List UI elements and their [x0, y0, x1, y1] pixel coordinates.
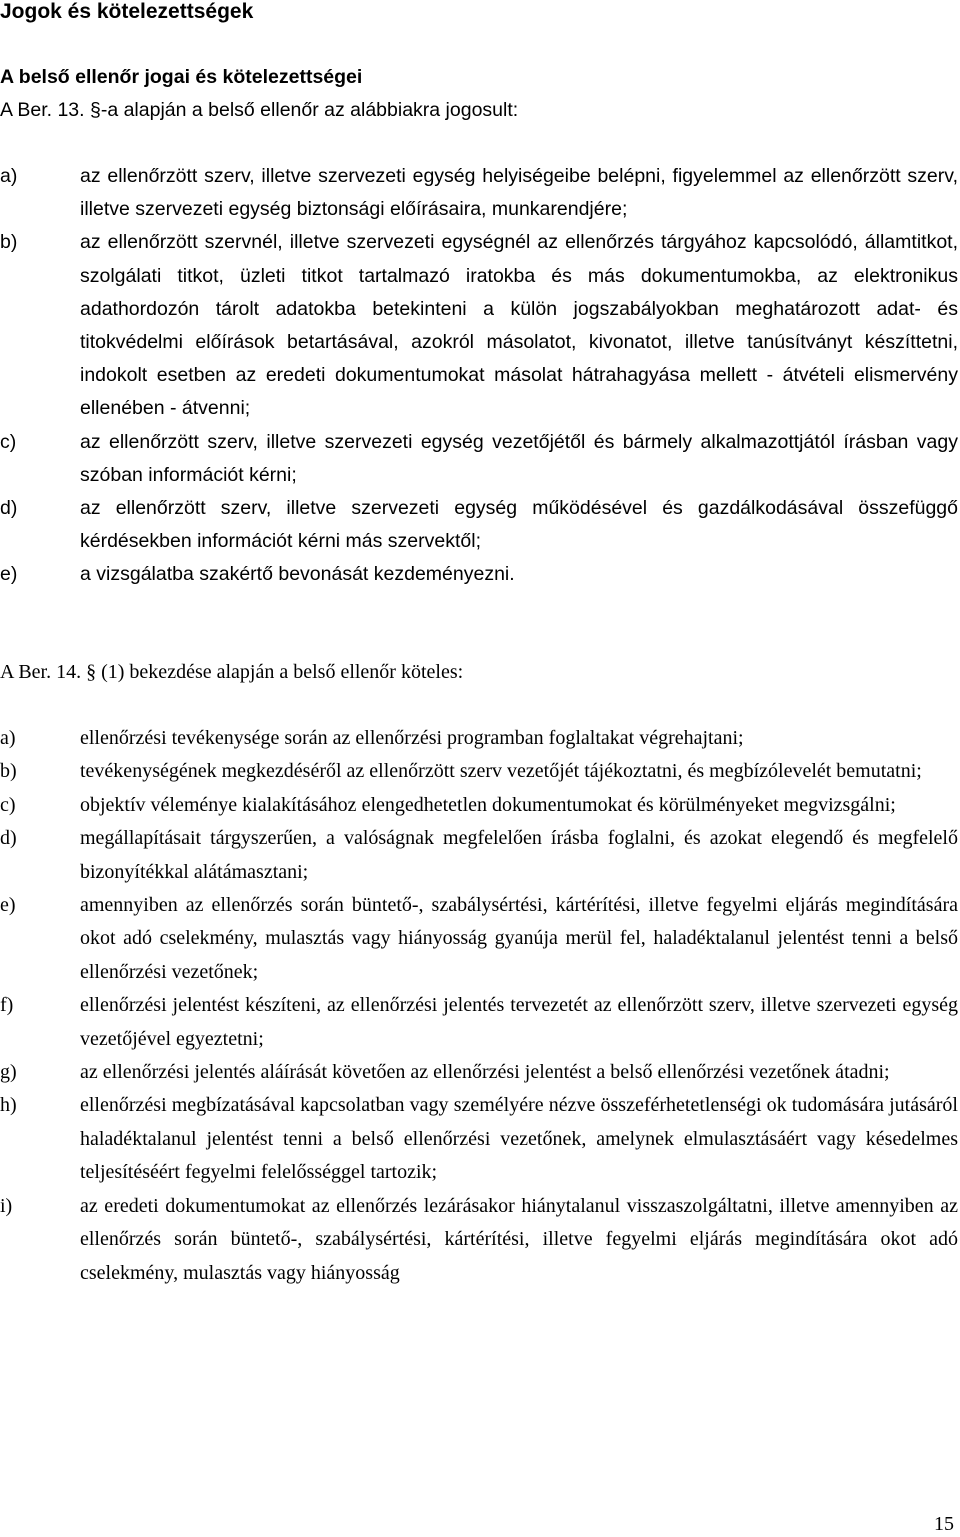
list-item-text: az ellenőrzött szerv, illetve szervezeti egység működésével és gazdálkodásával összefüggő kérdésekben információt kérni más szervektől;: [80, 497, 958, 553]
list-item-marker: b): [0, 231, 18, 254]
list-item-marker: g): [0, 1061, 17, 1084]
page-heading: Jogok és kötelezettségek: [0, 0, 254, 23]
list-item-text: ellenőrzési megbízatásával kapcsolatban vagy személyére nézve összeférhetetlenségi ok tudomására jutásáról haladéktalanul jelentést tenni a belső ellenőrzési vezetőnek, amelynek elmulasztásáért vagy késedelmes teljesítéséért fegyelmi felelősséggel tartozik;: [80, 1094, 958, 1184]
page-number: 15: [934, 1513, 954, 1535]
list-item: [0, 226, 958, 425]
list-item: [0, 492, 958, 558]
list-item-marker: b): [0, 760, 17, 783]
section-subheading: A belső ellenőr jogai és kötelezettségei: [0, 66, 363, 88]
list-item: [0, 1056, 958, 1089]
list-item-text: ellenőrzési tevékenysége során az ellenőrzési programban foglaltakat végrehajtani;: [80, 727, 744, 749]
list-item-text: amennyiben az ellenőrzés során büntető-, szabálysértési, kártérítési, illetve fegyelmi eljárás megindítására okot adó cselekmény, mulasztás vagy hiányosság gyanúja merül fel, haladéktalanul jelentést tenni a belső ellenőrzési vezetőnek;: [80, 894, 958, 983]
list-item-marker: a): [0, 165, 18, 187]
list-item-marker: f): [0, 994, 14, 1017]
section1-intro: A Ber. 13. §-a alapján a belső ellenőr az alábbiakra jogosult:: [0, 99, 519, 121]
list-item-text: megállapításait tárgyszerűen, a valóságnak megfelelően írásba foglalni, és azokat elegendő és megfelelő bizonyítékkal alátámasztani;: [80, 827, 958, 883]
list-item-text: az ellenőrzési jelentés aláírását követően az ellenőrzési jelentést a belső ellenőrzési vezetőnek átadni;: [80, 1061, 890, 1084]
list-item: [0, 889, 958, 989]
section1-list: [0, 160, 958, 592]
list-item-marker: h): [0, 1094, 17, 1117]
list-item-text: ellenőrzési jelentést készíteni, az ellenőrzési jelentés tervezetét az ellenőrzött szerv, illetve szervezeti egység vezetőjével egyeztetni;: [80, 994, 958, 1050]
list-item: [0, 789, 958, 822]
list-item-marker: d): [0, 497, 18, 520]
list-item-text: a vizsgálatba szakértő bevonását kezdeményezni.: [80, 563, 515, 586]
list-item: [0, 160, 958, 226]
list-item: [0, 755, 958, 788]
list-item: [0, 426, 958, 492]
list-item-text: objektív véleménye kialakításához elengedhetetlen dokumentumokat és körülményeket megvizsgálni;: [80, 793, 896, 816]
section2-list: [0, 722, 958, 1290]
list-item: [0, 558, 958, 591]
list-item-text: tevékenységének megkezdéséről az ellenőrzött szerv vezetőjét tájékoztatni, és megbízólevelét bemutatni;: [80, 760, 922, 783]
list-item-text: az ellenőrzött szervnél, illetve szervezeti egységnél az ellenőrzés tárgyához kapcsolódó, államtitkot, szolgálati titkot, üzleti titkot tartalmazó iratokba és más dokumentumokba, az elektronikus adathordozón tárolt adatokba betekinteni a külön jogszabályokban meghatározott adat- és titokvédelmi előírások betartásával, azokról másolatot, kivonatot, illetve tanúsítványt készíttetni, indokolt esetben az eredeti dokumentumokat másolat hátrahagyása mellett - átvételi elismervény ellenében - átvenni;: [80, 231, 958, 420]
list-item-marker: d): [0, 827, 17, 850]
list-item-marker: c): [0, 793, 16, 816]
list-item-text: az eredeti dokumentumokat az ellenőrzés lezárásakor hiánytalanul visszaszolgáltatni, illetve amennyiben az ellenőrzés során büntető-, szabálysértési, kártérítési, illetve fegyelmi eljárás megindítására okot adó cselekmény, mulasztás vagy hiányosság: [80, 1194, 958, 1284]
list-item: [0, 822, 958, 889]
list-item: [0, 1190, 958, 1290]
list-item-marker: a): [0, 727, 16, 749]
section2-intro: A Ber. 14. § (1) bekezdése alapján a belső ellenőr köteles:: [0, 661, 464, 683]
list-item-marker: i): [0, 1194, 13, 1217]
list-item-text: az ellenőrzött szerv, illetve szervezeti egység vezetőjétől és bármely alkalmazottjától írásban vagy szóban információt kérni;: [80, 430, 958, 486]
list-item-marker: e): [0, 894, 16, 917]
list-item-marker: e): [0, 563, 18, 586]
list-item: [0, 1089, 958, 1189]
list-item-text: az ellenőrzött szerv, illetve szervezeti egység helyiségeibe belépni, figyelemmel az ellenőrzött szerv, illetve szervezeti egység biztonsági előírásaira, munkarendjére;: [80, 165, 958, 221]
list-item-marker: c): [0, 430, 17, 453]
list-item: [0, 722, 958, 755]
list-item: [0, 989, 958, 1056]
